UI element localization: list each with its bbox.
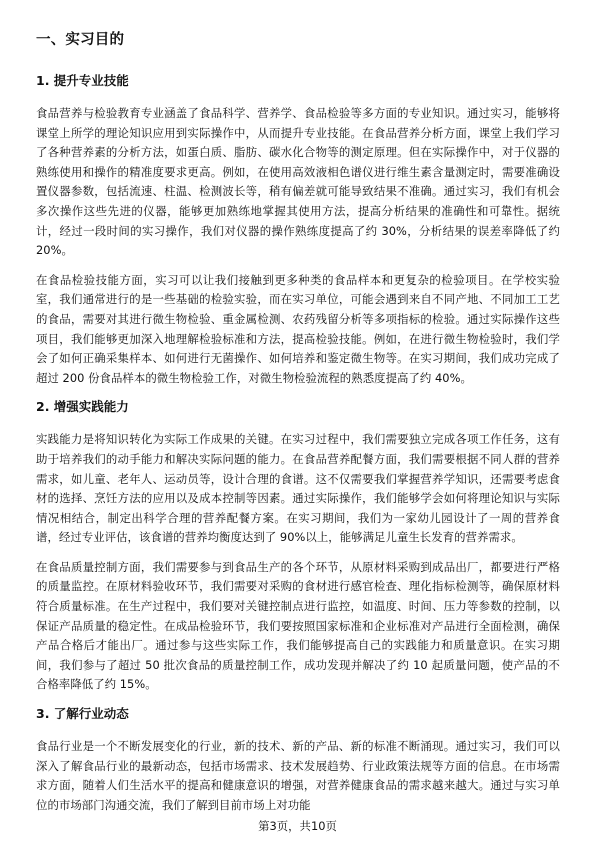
- document-page: [36, 30, 560, 825]
- page-footer: 第3页，共10页: [258, 819, 337, 833]
- paragraph-2-1: 实践能力是将知识转化为实际工作成果的关键。在实习过程中，我们需要独立完成各项工作任务，这有助于培养我们的动手能力和解决实际问题的能力。在食品营养配餐方面，我们需要根据不同人群的营养需求，如儿童、老年人、运动员等，设计合理的食谱。这不仅需要我们掌握营养学知识，还需要考虑食材的选择、烹饪方法的应用以及成本控制等因素。通过实际操作，我们能够学会如何将理论知识与实际情况相结合，制定出科学合理的营养配餐方案。在实习期间，我们为一家幼儿园设计了一周的营养食谱，经过专业评估，该食谱的营养均衡度达到了 90%以上，能够满足儿童生长发育的营养需求。: [36, 432, 560, 545]
- paragraph-3-1: 食品行业是一个不断发展变化的行业，新的技术、新的产品、新的标准不断涌现。通过实习，我们可以深入了解食品行业的最新动态，包括市场需求、技术发展趋势、行业政策法规等方面的信息。在市场需求方面，随着人们生活水平的提高和健康意识的增强，对营养健康食品的需求越来越大。通过与实习单位的市场部门沟通交流，我们了解到目前市场上对功能: [36, 739, 560, 812]
- paragraph-2-2: 在食品质量控制方面，我们需要参与到食品生产的各个环节，从原材料采购到成品出厂，都要进行严格的质量监控。在原材料验收环节，我们需要对采购的食材进行感官检查、理化指标检测等，确保原材料符合质量标准。在生产过程中，我们要对关键控制点进行监控，如温度、时间、压力等参数的控制，以保证产品质量的稳定性。在成品检验环节，我们要按照国家标准和企业标准对产品进行全面检测，确保产品合格后才能出厂。通过参与这些实际工作，我们能够提高自己的实践能力和质量意识。在实习期间，我们参与了超过 50 批次食品的质量控制工作，成功发现并解决了约 10 起质量问题，使产品的不合格率降低了约 15%。: [36, 559, 560, 692]
- section-heading: 一、实习目的: [36, 32, 125, 48]
- subheading-2: 2. 增强实践能力: [36, 399, 129, 415]
- paragraph-1-2: 在食品检验技能方面，实习可以让我们接触到更多种类的食品样本和更复杂的检验项目。在学校实验室，我们通常进行的是一些基础的检验实验，而在实习单位，可能会遇到来自不同产地、不同加工工艺的食品，需要对其进行微生物检验、重金属检测、农药残留分析等多项指标的检验。通过实际操作这些项目，我们能够更加深入地理解检验标准和方法，提高检验技能。例如，在进行微生物检验时，我们学会了如何正确采集样本、如何进行无菌操作、如何培养和鉴定微生物等。在实习期间，我们成功完成了超过 200 份食品样本的微生物检验工作，对微生物检验流程的熟悉度提高了约 40%。: [36, 272, 560, 385]
- subheading-1: 1. 提升专业技能: [36, 73, 129, 88]
- paragraph-1-1: 食品营养与检验教育专业涵盖了食品科学、营养学、食品检验等多方面的专业知识。通过实习，能够将课堂上所学的理论知识应用到实际操作中，从而提升专业技能。在食品营养分析方面，课堂上我们学习了各种营养素的分析方法，如蛋白质、脂肪、碳水化合物等的测定原理。但在实际操作中，对于仪器的熟练使用和操作的精准度要求更高。例如，在使用高效液相色谱仪进行维生素含量测定时，需要准确设置仪器参数，包括流速、柱温、检测波长等，稍有偏差就可能导致结果不准确。通过实习，我们有机会多次操作这些先进的仪器，能够更加熟练地掌握其使用方法，提高分析结果的准确性和可靠性。据统计，经过一段时间的实习操作，我们对仪器的操作熟练度提高了约 30%，分析结果的误差率降低了约 20%。: [36, 106, 560, 258]
- subheading-3: 3. 了解行业动态: [36, 706, 129, 722]
